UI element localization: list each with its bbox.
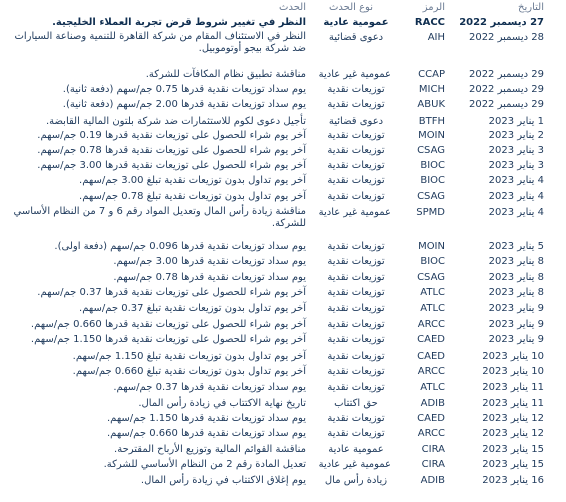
row-date: 8 يناير 2023 bbox=[488, 287, 544, 298]
table-row bbox=[0, 115, 566, 129]
row-date: 9 يناير 2023 bbox=[488, 303, 544, 314]
row-symbol: AIH bbox=[427, 32, 445, 43]
row-date: 12 يناير 2023 bbox=[482, 428, 544, 439]
row-type: توزيعات نقدية bbox=[327, 84, 385, 95]
row-symbol: CIRA bbox=[421, 444, 445, 455]
table-row bbox=[0, 474, 566, 488]
row-date: 29 ديسمبر 2022 bbox=[468, 84, 544, 95]
row-date: 15 يناير 2023 bbox=[482, 444, 544, 455]
row-type: توزيعات نقدية bbox=[327, 287, 385, 298]
row-date: 9 يناير 2023 bbox=[488, 334, 544, 345]
row-symbol: MOIN bbox=[418, 241, 445, 252]
row-symbol: BIOC bbox=[420, 160, 445, 171]
row-symbol: BIOC bbox=[420, 256, 445, 267]
row-event: تاريخ نهاية الاكتتاب في زيادة رأس المال. bbox=[138, 398, 306, 409]
row-type: عمومية غير عادية bbox=[318, 69, 391, 80]
row-symbol: ADIB bbox=[420, 398, 445, 409]
row-type: توزيعات نقدية bbox=[327, 382, 385, 393]
row-symbol: MOIN bbox=[418, 130, 445, 141]
table-row bbox=[0, 333, 566, 347]
row-event: آخر يوم شراء للحصول على توزيعات نقدية قدرها 0.19 جم/سهم. bbox=[37, 130, 306, 141]
row-event: يوم سداد توزيعات نقدية قدرها 0.096 جم/سهم (دفعة اولى). bbox=[54, 241, 306, 252]
row-event: آخر يوم تداول بدون توزيعات نقدية تبلغ 0.37 جم/سهم. bbox=[79, 303, 306, 314]
row-date: 27 ديسمبر 2022 bbox=[459, 17, 544, 28]
row-event: النظر في تغيير شروط قرض تجربة العملاء الخليجية. bbox=[52, 17, 306, 28]
row-event: يوم سداد توزيعات نقدية قدرها 3.00 جم/سهم. bbox=[113, 256, 306, 267]
row-symbol: ATLC bbox=[420, 303, 445, 314]
table-row bbox=[0, 397, 566, 411]
row-date: 9 يناير 2023 bbox=[488, 319, 544, 330]
row-symbol: CSAG bbox=[417, 145, 445, 156]
row-symbol: CAED bbox=[417, 334, 445, 345]
table-row bbox=[0, 365, 566, 379]
table-row bbox=[0, 271, 566, 285]
row-date: 4 يناير 2023 bbox=[488, 175, 544, 186]
table-row bbox=[0, 350, 566, 364]
table-row bbox=[0, 302, 566, 316]
row-symbol: ATLC bbox=[420, 382, 445, 393]
table-row bbox=[0, 16, 566, 30]
row-symbol: RACC bbox=[414, 17, 445, 28]
row-date: 11 يناير 2023 bbox=[482, 398, 544, 409]
row-date: 3 يناير 2023 bbox=[488, 145, 544, 156]
header-type: نوع الحدث bbox=[328, 2, 373, 13]
row-symbol: CIRA bbox=[421, 459, 445, 470]
row-symbol: CAED bbox=[417, 413, 445, 424]
row-date: 10 يناير 2023 bbox=[482, 351, 544, 362]
row-date: 11 يناير 2023 bbox=[482, 382, 544, 393]
row-event: يوم سداد توزيعات نقدية قدرها 0.75 جم/سهم (دفعة ثانية). bbox=[62, 84, 306, 95]
row-type: عمومية عادية bbox=[328, 444, 384, 455]
table-row bbox=[0, 174, 566, 188]
row-date: 29 ديسمبر 2022 bbox=[468, 69, 544, 80]
row-date: 28 ديسمبر 2022 bbox=[468, 32, 544, 43]
row-date: 16 يناير 2023 bbox=[482, 475, 544, 486]
table-row bbox=[0, 159, 566, 173]
table-row bbox=[0, 83, 566, 97]
row-event: مناقشة القوائم المالية وتوزيع الأرباح المقترحة. bbox=[114, 444, 306, 455]
row-event: تعديل المادة رقم 2 من النظام الأساسي للشركة. bbox=[103, 459, 306, 470]
row-type: حق اكتتاب bbox=[334, 398, 378, 409]
row-type: توزيعات نقدية bbox=[327, 272, 385, 283]
row-symbol: MICH bbox=[418, 84, 445, 95]
row-date: 15 يناير 2023 bbox=[482, 459, 544, 470]
row-event: آخر يوم تداول بدون توزيعات نقدية تبلغ 3.00 جم/سهم. bbox=[79, 175, 306, 186]
row-event: النظر في الاستئناف المقام من شركة القاهرة للتنمية وصناعة السيارات ضد شركة بيجو أوتوموبيل. bbox=[14, 31, 306, 54]
row-symbol: ARCC bbox=[417, 366, 445, 377]
row-event: يوم سداد توزيعات نقدية قدرها 0.37 جم/سهم. bbox=[113, 382, 306, 393]
row-type: دعوى قضائية bbox=[328, 32, 384, 43]
row-symbol: BTFH bbox=[418, 116, 445, 127]
table-row bbox=[0, 318, 566, 332]
row-type: توزيعات نقدية bbox=[327, 145, 385, 156]
row-symbol: SPMD bbox=[416, 207, 445, 218]
table-row bbox=[0, 255, 566, 269]
row-type: توزيعات نقدية bbox=[327, 99, 385, 110]
row-symbol: ABUK bbox=[417, 99, 445, 110]
row-date: 3 يناير 2023 bbox=[488, 160, 544, 171]
row-event: آخر يوم شراء للحصول على توزيعات نقدية قدرها 1.150 جم/سهم. bbox=[30, 334, 306, 345]
table-row bbox=[0, 458, 566, 472]
row-symbol: ARCC bbox=[417, 319, 445, 330]
row-type: توزيعات نقدية bbox=[327, 175, 385, 186]
row-symbol: CSAG bbox=[417, 272, 445, 283]
row-event: آخر يوم شراء للحصول على توزيعات نقدية قدرها 0.78 جم/سهم. bbox=[37, 145, 306, 156]
header-date: التاريخ bbox=[518, 2, 544, 13]
table-row bbox=[0, 381, 566, 395]
row-type: توزيعات نقدية bbox=[327, 241, 385, 252]
row-type: توزيعات نقدية bbox=[327, 160, 385, 171]
row-type: توزيعات نقدية bbox=[327, 428, 385, 439]
row-event: يوم سداد توزيعات نقدية قدرها 0.78 جم/سهم. bbox=[113, 272, 306, 283]
table-row bbox=[0, 98, 566, 112]
row-date: 1 يناير 2023 bbox=[488, 116, 544, 127]
row-event: آخر يوم تداول بدون توزيعات نقدية تبلغ 0.660 جم/سهم. bbox=[72, 366, 306, 377]
row-type: توزيعات نقدية bbox=[327, 413, 385, 424]
row-date: 12 يناير 2023 bbox=[482, 413, 544, 424]
table-row bbox=[0, 206, 566, 234]
row-symbol: BIOC bbox=[420, 175, 445, 186]
row-event: يوم إغلاق الاكتتاب في زيادة رأس المال. bbox=[140, 475, 306, 486]
table-row bbox=[0, 427, 566, 441]
table-row bbox=[0, 443, 566, 457]
row-event: آخر يوم تداول بدون توزيعات نقدية تبلغ 1.150 جم/سهم. bbox=[72, 351, 306, 362]
row-date: 4 يناير 2023 bbox=[488, 191, 544, 202]
header-event: الحدث bbox=[279, 2, 306, 13]
row-event: آخر يوم شراء للحصول على توزيعات نقدية قدرها 3.00 جم/سهم. bbox=[37, 160, 306, 171]
row-date: 8 يناير 2023 bbox=[488, 272, 544, 283]
row-type: توزيعات نقدية bbox=[327, 334, 385, 345]
row-type: توزيعات نقدية bbox=[327, 256, 385, 267]
row-type: توزيعات نقدية bbox=[327, 366, 385, 377]
row-event: مناقشة زيادة رأس المال وتعديل المواد رقم 6 و 7 من النظام الأساسي للشركة. bbox=[13, 206, 306, 229]
row-symbol: ADIB bbox=[420, 475, 445, 486]
table-row bbox=[0, 286, 566, 300]
row-symbol: CCAP bbox=[418, 69, 445, 80]
row-symbol: ARCC bbox=[417, 428, 445, 439]
row-type: توزيعات نقدية bbox=[327, 130, 385, 141]
table-row bbox=[0, 68, 566, 82]
row-event: مناقشة تطبيق نظام المكافآت للشركة. bbox=[145, 69, 306, 80]
header-symbol: الرمز bbox=[422, 2, 445, 13]
table-row bbox=[0, 144, 566, 158]
table-row bbox=[0, 31, 566, 59]
row-type: توزيعات نقدية bbox=[327, 303, 385, 314]
row-event: يوم سداد توزيعات نقدية قدرها 0.660 جم/سهم. bbox=[106, 428, 306, 439]
table-row bbox=[0, 412, 566, 426]
row-type: دعوى قضائية bbox=[328, 116, 384, 127]
table-row bbox=[0, 190, 566, 204]
row-event: يوم سداد توزيعات نقدية قدرها 2.00 جم/سهم (دفعة ثانية). bbox=[62, 99, 306, 110]
row-date: 5 يناير 2023 bbox=[488, 241, 544, 252]
row-event: آخر يوم تداول بدون توزيعات نقدية تبلغ 0.78 جم/سهم. bbox=[79, 191, 306, 202]
row-date: 10 يناير 2023 bbox=[482, 366, 544, 377]
row-type: عمومية غير عادية bbox=[318, 459, 391, 470]
row-date: 4 يناير 2023 bbox=[488, 207, 544, 218]
row-symbol: ATLC bbox=[420, 287, 445, 298]
row-type: توزيعات نقدية bbox=[327, 191, 385, 202]
row-date: 8 يناير 2023 bbox=[488, 256, 544, 267]
row-type: توزيعات نقدية bbox=[327, 319, 385, 330]
row-event: تأجيل دعوى لكوم للاستثمارات ضد شركة بلتون المالية القابضة. bbox=[45, 116, 306, 127]
row-type: عمومية عادية bbox=[323, 17, 389, 28]
row-type: عمومية غير عادية bbox=[318, 207, 391, 218]
row-event: آخر يوم شراء للحصول على توزيعات نقدية قدرها 0.37 جم/سهم. bbox=[37, 287, 306, 298]
row-type: توزيعات نقدية bbox=[327, 351, 385, 362]
row-symbol: CSAG bbox=[417, 191, 445, 202]
row-date: 2 يناير 2023 bbox=[488, 130, 544, 141]
table-row bbox=[0, 129, 566, 143]
row-symbol: CAED bbox=[417, 351, 445, 362]
row-event: يوم سداد توزيعات نقدية قدرها 1.150 جم/سهم. bbox=[106, 413, 306, 424]
table-row bbox=[0, 240, 566, 254]
row-type: زيادة رأس مال bbox=[324, 475, 388, 486]
row-date: 29 ديسمبر 2022 bbox=[468, 99, 544, 110]
row-event: آخر يوم شراء للحصول على توزيعات نقدية قدرها 0.660 جم/سهم. bbox=[30, 319, 306, 330]
